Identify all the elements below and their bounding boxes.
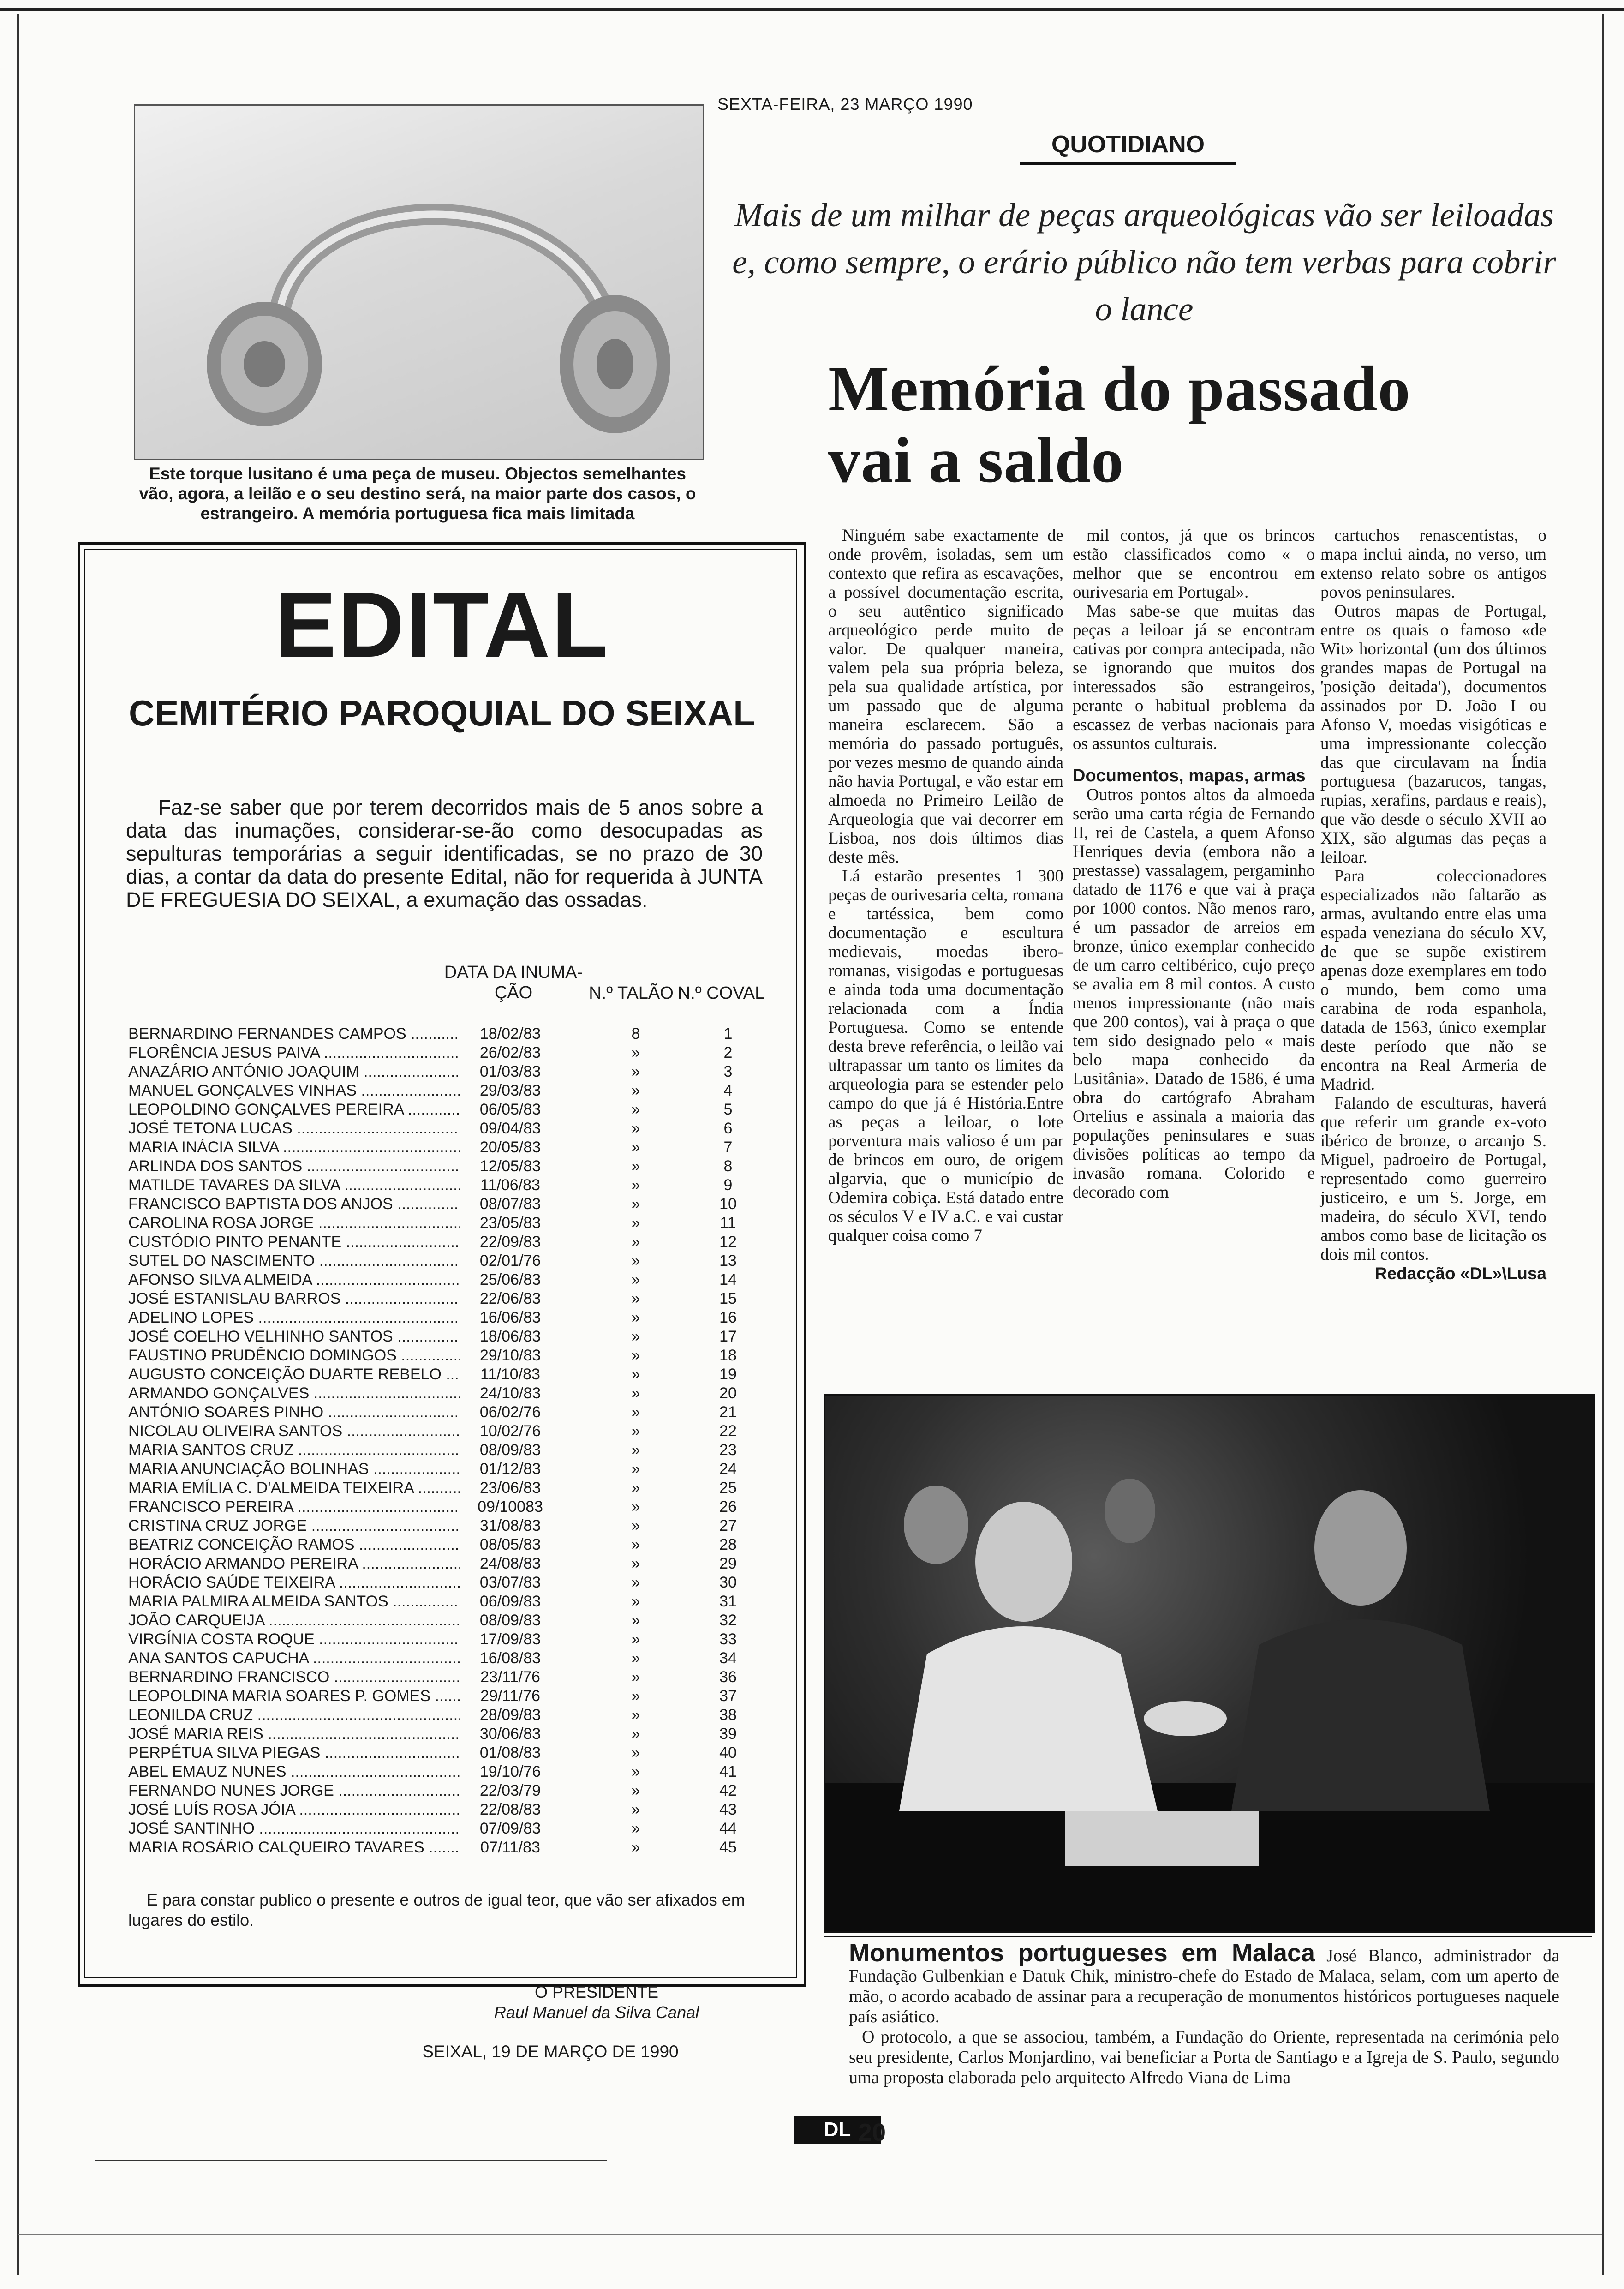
burial-date: 01/12/83 <box>479 1460 541 1478</box>
malaca-caption-text-2: O protocolo, a que se associou, também, a Fundação do Oriente, representada na cerimónia pelo seu presidente, Carlos Monjardino, vai beneficiar a Porta de Santiago e a Igreja de S. Paulo, segundo uma proposta elaborada pelo arquitecto Alfredo Viana de Lima <box>849 2027 1559 2087</box>
burial-date: 28/09/83 <box>479 1706 541 1724</box>
burial-name: LEOPOLDINO GONÇALVES PEREIRA ..... <box>128 1100 460 1119</box>
burial-talao: » <box>631 1612 640 1629</box>
burial-date: 10/02/76 <box>479 1422 541 1440</box>
malaca-caption-rule <box>824 1936 1592 1937</box>
burial-row <box>128 1403 783 1422</box>
burial-date: 03/07/83 <box>479 1574 541 1591</box>
burial-date: 08/09/83 <box>479 1441 541 1459</box>
burial-talao: » <box>631 1782 640 1799</box>
president-title: O PRESIDENTE <box>534 1983 659 2001</box>
burial-talao: » <box>631 1536 640 1553</box>
burial-coval: 18 <box>719 1347 737 1364</box>
burial-talao: » <box>631 1082 640 1099</box>
burial-row <box>128 1308 783 1327</box>
edital-place-date: SEIXAL, 19 DE MARÇO DE 1990 <box>422 2042 679 2061</box>
burial-coval: 25 <box>719 1479 737 1497</box>
article-byline: Redacção «DL»\Lusa <box>1374 1264 1546 1283</box>
burial-date: 22/03/79 <box>479 1782 541 1799</box>
page-left-edge <box>17 14 19 2275</box>
burial-row <box>128 1725 783 1744</box>
burial-row <box>128 1649 783 1668</box>
burial-coval: 44 <box>719 1820 737 1837</box>
burial-talao: » <box>631 1441 640 1459</box>
burial-row <box>128 1252 783 1270</box>
column-header-talao: N.º TALÃO <box>589 983 674 1003</box>
page-bottom-rule <box>18 2234 1602 2235</box>
burial-row <box>128 1214 783 1233</box>
article-column-3 <box>1320 526 1546 1283</box>
burial-name: NICOLAU OLIVEIRA SANTOS ..... <box>128 1422 460 1441</box>
burial-date: 16/06/83 <box>479 1309 541 1326</box>
burial-talao: » <box>631 1744 640 1762</box>
edital-closing: E para constar publico o presente e outros de igual teor, que vão ser afixados em lugares do estilo. <box>128 1890 745 1929</box>
burial-name: CAROLINA ROSA JORGE ..... <box>128 1214 460 1233</box>
burial-date: 18/02/83 <box>479 1025 541 1043</box>
burial-name: ANTÓNIO SOARES PINHO ..... <box>128 1403 460 1422</box>
article-paragraph: cartuchos renascentistas, o mapa inclui ainda, no verso, um extenso relato sobre os antigos povos peninsulares. <box>1320 526 1546 602</box>
burial-row <box>128 1838 783 1857</box>
burial-coval: 21 <box>719 1403 737 1421</box>
column-header-date-line1: DATA DA INUMA- <box>444 963 583 982</box>
burial-coval: 28 <box>719 1536 737 1553</box>
burial-row <box>128 1554 783 1573</box>
burial-row <box>128 1384 783 1403</box>
burial-coval: 23 <box>719 1441 737 1459</box>
burial-row <box>128 1441 783 1460</box>
burial-row <box>128 1762 783 1781</box>
burial-date: 11/10/83 <box>480 1366 540 1383</box>
burial-name: HORÁCIO ARMANDO PEREIRA ..... <box>128 1554 460 1573</box>
burial-talao: » <box>631 1574 640 1591</box>
burial-coval: 5 <box>723 1101 733 1118</box>
burial-name: JOSÉ LUÍS ROSA JÓIA ..... <box>128 1800 460 1819</box>
burial-talao: » <box>631 1366 640 1383</box>
burial-talao: » <box>631 1479 640 1497</box>
burial-list <box>128 1025 783 1857</box>
burial-coval: 6 <box>723 1120 733 1137</box>
burial-coval: 36 <box>719 1668 737 1686</box>
burial-date: 02/01/76 <box>479 1252 541 1270</box>
burial-talao: » <box>631 1290 640 1307</box>
burial-date: 08/07/83 <box>479 1195 541 1213</box>
page-top-rule <box>0 0 1624 11</box>
burial-talao: » <box>631 1668 640 1686</box>
burial-talao: » <box>631 1517 640 1534</box>
headline-line-2: vai a saldo <box>828 425 1124 496</box>
article-paragraph: Lá estarão presentes 1 300 peças de ourivesaria celta, romana e tartéssica, bem como documentação e escultura medievais, moedas ibero-romanas, visigodas e portuguesas e ainda toda uma documentação relacionada com a Índia Portuguesa. Como se entende desta breve referência, o leilão vai ultrapassar um tanto os limites da arqueologia para se estender pelo campo do que já é História.Entre as peças a leiloar, o lote porventura mais valioso é um par de brincos em ouro, de origem algarvia, que o município de Odemira cobiça. Está datado entre os séculos V e IV a.C. e vai custar qualquer coisa como 7 <box>828 867 1063 1245</box>
column-header-date-line2: ÇÃO <box>494 983 533 1002</box>
burial-name: BEATRIZ CONCEIÇÃO RAMOS ..... <box>128 1535 460 1554</box>
burial-date: 26/02/83 <box>479 1044 541 1061</box>
burial-date: 06/05/83 <box>479 1101 541 1118</box>
burial-talao: » <box>631 1593 640 1610</box>
burial-coval: 26 <box>719 1498 737 1516</box>
burial-date: 19/10/76 <box>479 1763 541 1780</box>
footer-rule <box>95 2160 607 2161</box>
burial-talao: » <box>631 1555 640 1572</box>
burial-name: MARIA SANTOS CRUZ ..... <box>128 1441 460 1460</box>
burial-date: 31/08/83 <box>479 1517 541 1534</box>
burial-date: 17/09/83 <box>479 1630 541 1648</box>
burial-coval: 2 <box>723 1044 733 1061</box>
burial-talao: » <box>631 1801 640 1818</box>
burial-date: 08/09/83 <box>479 1612 541 1629</box>
burial-name: ARMANDO GONÇALVES ..... <box>128 1384 460 1403</box>
burial-coval: 9 <box>723 1176 733 1194</box>
burial-row <box>128 1479 783 1498</box>
burial-name: FRANCISCO PEREIRA ..... <box>128 1498 460 1516</box>
edital-notice <box>78 542 806 2061</box>
burial-coval: 45 <box>719 1839 737 1856</box>
burial-coval: 41 <box>719 1763 737 1780</box>
burial-name: CUSTÓDIO PINTO PENANTE ..... <box>128 1233 460 1252</box>
burial-coval: 4 <box>723 1082 733 1099</box>
burial-coval: 38 <box>719 1706 737 1724</box>
burial-row <box>128 1498 783 1516</box>
burial-name: FLORÊNCIA JESUS PAIVA ..... <box>128 1043 460 1062</box>
burial-talao: » <box>631 1460 640 1478</box>
malaca-handshake-photo <box>824 1394 1595 1933</box>
burial-name: VIRGÍNIA COSTA ROQUE ..... <box>128 1630 460 1649</box>
burial-name: ABEL EMAUZ NUNES ..... <box>128 1762 460 1781</box>
burial-coval: 42 <box>719 1782 737 1799</box>
burial-date: 06/02/76 <box>479 1403 541 1421</box>
burial-row <box>128 1365 783 1384</box>
burial-row <box>128 1289 783 1308</box>
burial-row <box>128 1270 783 1289</box>
burial-name: HORÁCIO SAÚDE TEIXEIRA ..... <box>128 1573 460 1592</box>
burial-row <box>128 1176 783 1195</box>
burial-date: 23/06/83 <box>479 1479 541 1497</box>
burial-row <box>128 1081 783 1100</box>
burial-name: JOSÉ COELHO VELHINHO SANTOS ..... <box>128 1327 460 1346</box>
burial-row <box>128 1043 783 1062</box>
burial-talao: » <box>631 1649 640 1667</box>
burial-coval: 31 <box>719 1593 737 1610</box>
burial-coval: 7 <box>723 1139 733 1156</box>
burial-coval: 19 <box>719 1366 737 1383</box>
burial-date: 18/06/83 <box>479 1328 541 1345</box>
burial-name: BERNARDINO FRANCISCO ..... <box>128 1668 460 1687</box>
burial-name: CRISTINA CRUZ JORGE ..... <box>128 1516 460 1535</box>
burial-talao: » <box>631 1101 640 1118</box>
burial-row <box>128 1535 783 1554</box>
burial-date: 07/11/83 <box>480 1839 540 1856</box>
burial-date: 20/05/83 <box>479 1139 541 1156</box>
burial-name: MARIA ROSÁRIO CALQUEIRO TAVARES ..... <box>128 1838 460 1857</box>
burial-date: 22/09/83 <box>479 1233 541 1251</box>
article-paragraph: Mas sabe-se que muitas das peças a leiloar já se encontram cativas por compra antecipada, não se ignorando que muitos dos interessados são estrangeiros, perante o habitual problema da escassez de verbas nacionais para os assuntos culturais. <box>1073 602 1315 753</box>
burial-talao: » <box>631 1498 640 1516</box>
burial-date: 25/06/83 <box>479 1271 541 1288</box>
burial-name: ANA SANTOS CAPUCHA ..... <box>128 1649 460 1668</box>
burial-name: MATILDE TAVARES DA SILVA ..... <box>128 1176 460 1195</box>
burial-row <box>128 1800 783 1819</box>
article-headline <box>828 353 1589 496</box>
burial-name: MARIA ANUNCIAÇÃO BOLINHAS ..... <box>128 1460 460 1479</box>
burial-name: PERPÉTUA SILVA PIEGAS ..... <box>128 1744 460 1762</box>
burial-date: 30/06/83 <box>479 1725 541 1743</box>
torque-illustration <box>135 106 703 459</box>
burial-date: 06/09/83 <box>479 1593 541 1610</box>
article-paragraph: Ninguém sabe exactamente de onde provêm, isoladas, sem um contexto que refira as escavações, a possível documentação escrita, o seu autêntico significado arqueológico perde muito de valor. De qualquer maneira, valem pela sua própria beleza, pela sua qualidade artística, por um passado que de alguma maneira esclarecem. São a memória do passado português, por vezes mesmo de quando ainda não havia Portugal, e vão estar em almoeda no Primeiro Leilão de Arqueologia que vai decorrer em Lisboa, nos dois últimos dias deste mês. <box>828 526 1063 867</box>
burial-coval: 20 <box>719 1384 737 1402</box>
burial-coval: 37 <box>719 1687 737 1705</box>
burial-name: FAUSTINO PRUDÊNCIO DOMINGOS ..... <box>128 1346 460 1365</box>
burial-date: 22/06/83 <box>479 1290 541 1307</box>
burial-name: JOSÉ TETONA LUCAS ..... <box>128 1119 460 1138</box>
burial-talao: » <box>631 1725 640 1743</box>
burial-coval: 3 <box>723 1063 733 1080</box>
burial-name: BERNARDINO FERNANDES CAMPOS ..... <box>128 1025 460 1043</box>
burial-name: ARLINDA DOS SANTOS ..... <box>128 1157 460 1176</box>
column-header-coval: N.º COVAL <box>677 983 765 1003</box>
burial-row <box>128 1327 783 1346</box>
burial-coval: 43 <box>719 1801 737 1818</box>
article-column-1 <box>828 526 1063 1245</box>
burial-coval: 32 <box>719 1612 737 1629</box>
malaca-caption-title: Monumentos portugueses em Malaca <box>849 1939 1315 1967</box>
burial-talao: » <box>631 1328 640 1345</box>
burial-date: 16/08/83 <box>479 1649 541 1667</box>
burial-talao: » <box>631 1157 640 1175</box>
burial-talao: » <box>631 1839 640 1856</box>
burial-row <box>128 1157 783 1176</box>
article-paragraph: Outros mapas de Portugal, entre os quais o famoso «de Wit» horizontal (um dos últimos grandes mapas de Portugal na 'posição deitada'), documentos assinados por D. João I ou Afonso V, moedas visigóticas e uma impressionante colecção das que circulavam na Índia portuguesa (bazarucos, tangas, rupias, xerafins, pardaus e reais), que vão desde o século XVII ao XIX, são algumas das peças a leiloar. <box>1320 602 1546 867</box>
burial-row <box>128 1668 783 1687</box>
edital-title: EDITAL <box>275 574 609 677</box>
burial-coval: 39 <box>719 1725 737 1743</box>
burial-name: AFONSO SILVA ALMEIDA ..... <box>128 1270 460 1289</box>
burial-coval: 34 <box>719 1649 737 1667</box>
burial-date: 11/06/83 <box>480 1176 540 1194</box>
burial-talao: » <box>631 1063 640 1080</box>
burial-row <box>128 1819 783 1838</box>
burial-name: JOSÉ ESTANISLAU BARROS ..... <box>128 1289 460 1308</box>
burial-talao: » <box>631 1271 640 1288</box>
president-signature <box>435 1982 758 2023</box>
burial-name: JOSÉ SANTINHO ..... <box>128 1819 460 1838</box>
handshake-illustration <box>825 1396 1594 1931</box>
burial-row <box>128 1119 783 1138</box>
burial-name: MARIA INÁCIA SILVA ..... <box>128 1138 460 1157</box>
page-number: 20 <box>858 2119 886 2146</box>
burial-date: 07/09/83 <box>479 1820 541 1837</box>
burial-name: ADELINO LOPES ..... <box>128 1308 460 1327</box>
torque-photo-caption: Este torque lusitano é uma peça de museu. Objectos semelhantes vão, agora, a leilão e o seu destino será, na maior parte dos casos, o estrangeiro. A memória portuguesa fica mais limitada <box>139 464 696 523</box>
edital-subtitle: CEMITÉRIO PAROQUIAL DO SEIXAL <box>129 693 755 733</box>
burial-talao: » <box>631 1384 640 1402</box>
burial-coval: 1 <box>723 1025 733 1043</box>
burial-talao: » <box>631 1044 640 1061</box>
burial-coval: 12 <box>719 1233 737 1251</box>
burial-coval: 16 <box>719 1309 737 1326</box>
burial-row <box>128 1687 783 1706</box>
burial-row <box>128 1630 783 1649</box>
burial-row <box>128 1781 783 1800</box>
article-paragraph: Para coleccionadores especializados não faltarão as armas, avultando entre elas uma espada veneziana do século XV, de que se supõe existirem apenas doze exemplares em todo o mundo, bem como uma carabina de roda espanhola, datada de 1563, único exemplar deste período que não se encontra na Real Armeria de Madrid. <box>1320 867 1546 1094</box>
burial-name: MARIA EMÍLIA C. D'ALMEIDA TEIXEIRA ..... <box>128 1479 460 1498</box>
burial-date: 29/10/83 <box>479 1347 541 1364</box>
burial-date: 08/05/83 <box>479 1536 541 1553</box>
burial-name: FERNANDO NUNES JORGE ..... <box>128 1781 460 1800</box>
burial-date: 29/03/83 <box>479 1082 541 1099</box>
burial-name: FRANCISCO BAPTISTA DOS ANJOS ..... <box>128 1195 460 1214</box>
burial-date: 01/08/83 <box>479 1744 541 1762</box>
burial-row <box>128 1100 783 1119</box>
burial-row <box>128 1195 783 1214</box>
burial-coval: 10 <box>719 1195 737 1213</box>
burial-row <box>128 1744 783 1762</box>
article-paragraph: Outros pontos altos da almoeda serão uma carta régia de Fernando II, rei de Castela, a quem Afonso Henriques devia (embora não a prestasse) vassalagem, pergaminho datado de 1176 e que vai à praça por 1000 contos. Não menos raro, é um passador de arreios em bronze, único exemplar conhecido de um carro celtibérico, cujo preço se avalia em 8 mil contos. A custo menos impressionante (não mais que 200 contos), vai à praça o que tem sido designado pelo « mais belo mapa conhecido da Lusitânia». Datado de 1586, é uma obra do cartógrafo Abraham Ortelius e assinala a maioria das populações peninsulares e suas divisões políticas ao tempo da invasão romana. Colorido e decorado com <box>1073 785 1315 1202</box>
burial-coval: 40 <box>719 1744 737 1762</box>
malaca-caption-text: José Blanco, administrador da Fundação Gulbenkian e Datuk Chik, ministro-chefe do Estado de Malaca, selam, com um aperto de mão, o acordo acabado de assinar para a recuperação de monumentos históricos portugueses naquele país asiático. <box>849 1946 1559 2026</box>
section-label: QUOTIDIANO <box>1051 131 1205 158</box>
burial-row <box>128 1611 783 1630</box>
column-header-date <box>440 962 587 1003</box>
burial-row <box>128 1346 783 1365</box>
burial-row <box>128 1233 783 1252</box>
malaca-photo-caption <box>849 1939 1559 2088</box>
burial-row <box>128 1706 783 1725</box>
burial-talao: » <box>631 1233 640 1251</box>
burial-date: 12/05/83 <box>479 1157 541 1175</box>
burial-row <box>128 1592 783 1611</box>
burial-talao: » <box>631 1252 640 1270</box>
burial-talao: » <box>631 1706 640 1724</box>
burial-coval: 30 <box>719 1574 737 1591</box>
burial-date: 24/08/83 <box>479 1555 541 1572</box>
burial-coval: 14 <box>719 1271 737 1288</box>
burial-talao: » <box>631 1763 640 1780</box>
burial-coval: 29 <box>719 1555 737 1572</box>
burial-date: 09/10083 <box>478 1498 543 1516</box>
burial-date: 23/05/83 <box>479 1214 541 1232</box>
burial-talao: » <box>631 1120 640 1137</box>
burial-row <box>128 1516 783 1535</box>
burial-row <box>128 1422 783 1441</box>
burial-talao: 8 <box>631 1025 640 1043</box>
burial-name: LEONILDA CRUZ ..... <box>128 1706 460 1725</box>
president-name: Raul Manuel da Silva Canal <box>494 2003 699 2022</box>
burial-coval: 17 <box>719 1328 737 1345</box>
burial-date: 09/04/83 <box>479 1120 541 1137</box>
dateline: SEXTA-FEIRA, 23 MARÇO 1990 <box>717 95 973 114</box>
burial-name: JOSÉ MARIA REIS ..... <box>128 1725 460 1744</box>
burial-coval: 8 <box>723 1157 733 1175</box>
burial-coval: 33 <box>719 1630 737 1648</box>
burial-talao: » <box>631 1403 640 1421</box>
edital-notice-text: Faz-se saber que por terem decorridos mais de 5 anos sobre a data das inumações, considerar-se-ão como desocupadas as sepulturas temporárias a seguir identificadas, se no prazo de 30 dias, a contar da data do presente Edital, não for requerida à JUNTA DE FREGUESIA DO SEIXAL, a exumação das ossadas. <box>126 796 763 911</box>
burial-date: 22/08/83 <box>479 1801 541 1818</box>
burial-row <box>128 1062 783 1081</box>
burial-name: ANAZÁRIO ANTÓNIO JOAQUIM ..... <box>128 1062 460 1081</box>
burial-coval: 15 <box>719 1290 737 1307</box>
burial-talao: » <box>631 1176 640 1194</box>
burial-talao: » <box>631 1422 640 1440</box>
burial-name: MARIA PALMIRA ALMEIDA SANTOS ..... <box>128 1592 460 1611</box>
burial-date: 23/11/76 <box>480 1668 540 1686</box>
burial-talao: » <box>631 1309 640 1326</box>
burial-coval: 22 <box>719 1422 737 1440</box>
burial-talao: » <box>631 1139 640 1156</box>
burial-name: JOÃO CARQUEIJA ..... <box>128 1611 460 1630</box>
page-right-edge <box>1602 14 1604 2275</box>
burial-date: 24/10/83 <box>479 1384 541 1402</box>
burial-row <box>128 1460 783 1479</box>
burial-row <box>128 1138 783 1157</box>
burial-coval: 11 <box>720 1214 736 1232</box>
burial-talao: » <box>631 1630 640 1648</box>
burial-row <box>128 1025 783 1043</box>
burial-talao: » <box>631 1214 640 1232</box>
torque-photo <box>134 104 704 460</box>
burial-date: 29/11/76 <box>480 1687 540 1705</box>
burial-name: AUGUSTO CONCEIÇÃO DUARTE REBELO ..... <box>128 1365 460 1384</box>
publication-logo: DL <box>794 2116 881 2144</box>
article-subhead: Mais de um milhar de peças arqueológicas vão ser leiloadas e, como sempre, o erário público não tem verbas para cobrir o lance <box>732 196 1556 328</box>
burial-row <box>128 1573 783 1592</box>
article-paragraph: mil contos, já que os brincos estão classificados como « o melhor que se encontrou em ourivesaria em Portugal». <box>1073 526 1315 602</box>
burial-coval: 27 <box>719 1517 737 1534</box>
burial-date: 01/03/83 <box>479 1063 541 1080</box>
article-paragraph: Falando de esculturas, haverá que referir um grande ex-voto ibérico de bronze, o arcanjo S. Miguel, padroeiro de Portugal, representado como guerreiro justiceiro, e um S. Jorge, em madeira, do século XVI, tendo ambos como base de licitação os dois mil contos. <box>1320 1094 1546 1264</box>
article-column-2 <box>1073 526 1315 1202</box>
burial-talao: » <box>631 1687 640 1705</box>
article-subheading: Documentos, mapas, armas <box>1073 766 1306 785</box>
section-header <box>1020 126 1236 165</box>
burial-name: MANUEL GONÇALVES VINHAS ..... <box>128 1081 460 1100</box>
burial-coval: 13 <box>719 1252 737 1270</box>
headline-line-1: Memória do passado <box>828 353 1411 425</box>
burial-talao: » <box>631 1820 640 1837</box>
burial-talao: » <box>631 1195 640 1213</box>
burial-name: LEOPOLDINA MARIA SOARES P. GOMES ..... <box>128 1687 460 1706</box>
burial-name: SUTEL DO NASCIMENTO ..... <box>128 1252 460 1270</box>
burial-coval: 24 <box>719 1460 737 1478</box>
burial-talao: » <box>631 1347 640 1364</box>
